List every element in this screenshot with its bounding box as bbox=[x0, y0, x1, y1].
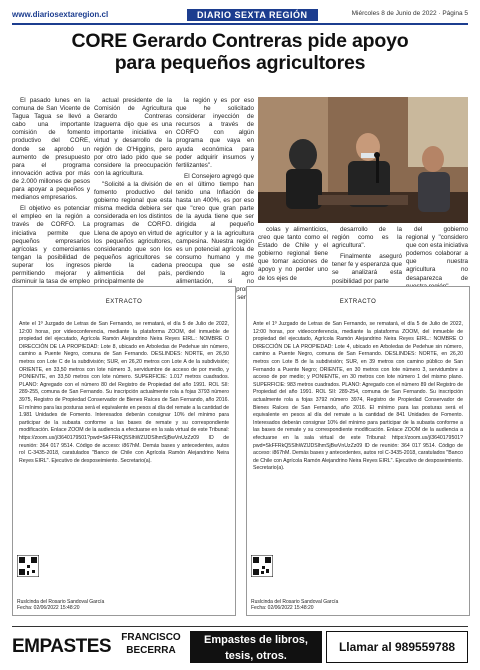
ad-name-line-1: FRANCISCO bbox=[121, 632, 181, 643]
article-photo bbox=[258, 97, 468, 223]
paragraph: la región y es por eso que he solicitado considerar inyección de recursos a través de CORFO con algún programa que vaya en ayuda económica para poder adquirir insumos y fertilizantes". bbox=[176, 97, 254, 169]
article-column-5 bbox=[258, 226, 328, 286]
article-headline bbox=[12, 30, 468, 74]
ad-services bbox=[190, 631, 322, 663]
signature-date: Fecha: 02/06/2022 15:48:20 bbox=[17, 605, 80, 611]
paragraph: actual presidente de la Comisión de Agricultura Gerardo Contreras Izaguerra dijo que es una importante iniciativa en virtud y desarrollo de la región de O'Higgins, pero por otro lado pido que se considere la preocupación con la agricultura. bbox=[94, 97, 172, 177]
headline-line-2: para pequeños agricultores bbox=[114, 52, 366, 74]
legal-notice-right bbox=[246, 286, 470, 616]
paragraph: colas y alimenticios, creo que tanto como el Estado de Chile y el gobierno regional tiene que tomar acciones de apoyo y no perder uno de los ejes de bbox=[258, 226, 328, 282]
qr-code-icon bbox=[251, 555, 273, 577]
notice-title: EXTRACTO bbox=[339, 299, 377, 305]
signer-name: Ruslcinda del Rosario Sandoval García bbox=[251, 599, 339, 605]
newspaper-name: DIARIO SEXTA REGIÓN bbox=[187, 9, 318, 21]
ad-services-line-1: Empastes de libros, bbox=[204, 634, 308, 646]
paragraph: Finalmente aseguró tener fe y esperanza que se analizará esta posibilidad por parte bbox=[332, 253, 402, 285]
notice-title: EXTRACTO bbox=[105, 299, 143, 305]
paragraph: del gobierno regional y "considero que con esta iniciativa podemos colaborar a que nuestra agricultura no desaparezca de bbox=[406, 226, 468, 282]
ad-phone-text: Llamar al 989559788 bbox=[338, 640, 456, 654]
paragraph: El pasado lunes en la comuna de San Vicente de Tagua Tagua se llevó a cabo una importante comisión de fomento productivo del CORE, donde se aprobó un aumento de presupuesto para el programa innovación activa por más de 2.000 millones de pesos para apoyar a pequeños y medianos empresarios. bbox=[12, 97, 90, 202]
ad-services-line-2: tesis, otros. bbox=[225, 650, 287, 662]
ad-advertiser-name bbox=[116, 631, 186, 663]
legal-notice-left bbox=[12, 286, 236, 616]
signer-name: Ruslcinda del Rosario Sandoval García bbox=[17, 599, 105, 605]
site-url[interactable]: www.diariosextaregion.cl bbox=[12, 10, 109, 19]
paragraph: "Solicité a la división de fomento productivo del gobierno regional que esta misma medida debiera ser considerada en los distintos programas de CORFO. Llena de apoyo en virtud de los pequeños agricultores, considerando que son los pequeños agricultores se pierde la cadena alimenticia del país, principalmente de bbox=[94, 180, 172, 286]
article-column-2 bbox=[94, 97, 172, 289]
article-column-1 bbox=[12, 97, 90, 308]
signature-date: Fecha: 02/06/2022 15:48:20 bbox=[251, 605, 314, 611]
ad-empastes bbox=[12, 631, 112, 663]
issue-date: Miércoles 8 de Junio de 2022 · Página 5 bbox=[351, 10, 468, 17]
article-column-6 bbox=[332, 226, 402, 289]
classified-ads-bar bbox=[12, 626, 468, 665]
qr-code-icon bbox=[17, 555, 39, 577]
paragraph: El Consejero agregó que en el último tiempo han tenido una Inflación de hasta un 400%, es por eso que "creo que gran parte de la ayuda tiene que ser dirigida al pequeño agricultor y a la agricultura campesina. Nuestra región es un potencial agrícola de consumo humano y me preocupa que se esté perdiendo la agro alimentación, si no bbox=[176, 172, 254, 286]
notice-signature bbox=[251, 599, 338, 611]
paragraph: desarrollo de la región como es la agricultura". bbox=[332, 226, 402, 250]
notice-body: Ante el 1º Juzgado de Letras de San Fernando, se rematará, el día 5 de Julio de 2022, 12:00 horas, por videoconferencia, mediante la plataforma ZOOM, del inmueble de propiedad del ejecutado, Agrícola Ramón Alejandrino Neira Reyes EIRL.: NOMBRE O DIRECCIÓN DE LA PROPIEDAD: Lote 4, ubicado en Arboledas de Pedehue sin número, camino a Puente Negro, comuna de San Fernando. DESLINDES: NORTE, en 26,20 metros con Lote B de la subdivisión; SUR, en 39 metros con camino público de San Fernando a Puente Negro; ORIENTE, en 30 metros con lote número 3, servidumbre a acceso de por medio; y PONIENTE, en 30 metros con lote número 1 del mismo plano. SUPERFICIE: 983 metros cuadrados. PLANO: Agregado con el número 89 del Registro de Propiedad del año 1991. ROL SII: 289-254, comuna de San Fernando. Su inscripción actualmente rola a fojas 3792 número 3974, Registro de Propiedad Conservador de Bienes Raíces de San Fernando, año 2016. El mínimo para las posturas será el equivalente en pesos al día del remate a la cantidad de 841 Unidades de Fomento. Interesados deberán consignar 10% del mínimo para participar de la subasta conforme a las bases de remate y su correspondiente modificación. Enlace ZOOM de la audiencia a efectuarse en la sala virtual de este Tribunal: https://zoom.us/j/3640179501?pwd=SkFFRkQ5SlhWZlJDSlhmSjBwVnUzZz09 ID de reunión: 364 017 9514. Código de acceso: i867hM. Demás bases y antecedentes, autos rol C-3435-2018, caratulados "Banco de Chile con Agrícola Ramón Alejandrino Neira Reyes EIRL". Ejecutivo de desposeimiento. Secretario(a). bbox=[253, 321, 463, 472]
ad-empastes-text: EMPASTES bbox=[12, 636, 112, 657]
article-column-3 bbox=[176, 97, 254, 313]
headline-line-1: CORE Gerardo Contreras pide apoyo bbox=[71, 30, 409, 52]
page-header bbox=[12, 10, 468, 25]
paragraph: El objetivo es potenciar el empleo en la región a través de CORFO. La iniciativa permite que pequeños empresarios agrícolas y comerciantes tengan la posibilidad de superar los ingresos permitiendo mejorar y disminuir la tasa de empleo bbox=[12, 205, 90, 286]
ad-phone bbox=[326, 631, 468, 663]
notice-body: Ante el 1º Juzgado de Letras de San Fernando, se rematará, el día 5 de Julio de 2022, 12:00 horas, por videoconferencia, mediante la plataforma ZOOM, del inmueble de propiedad del ejecutado, Agrícola Ramón Alejandrino Neira Reyes EIRL.: NOMBRE O DIRECCIÓN DE LA PROPIEDAD: Lote 8, ubicado en Arboledas de Pedehue sin número, camino a Puente Negro, comuna de San Fernando. DESLINDES: NORTE, en 26,50 metros con Lote C de la subdivisión; SUR, en 26,20 metros con Lote A de la subdivisión; ORIENTE, en 33,50 metros con lote número 3, servidumbre de acceso de por medio, y PONIENTE, en 33,50 metros con lote número. SUPERFICIE: 1.017 metros cuadrados. PLANO: Agregado con el número 80 del Registro de Propiedad del año 1991. ROL SII: 289-255, comuna de San Fernando. Su inscripción actualmente rola a fojas 3793 número 3975, Registro de Propiedad Conservador de Bienes Raíces de San Fernando, año 2016. El mínimo para las posturas será el equivalente en pesos al día del remate a la cantidad de 1.981 Unidades de Fomento. Interesados deberán consignar 10% del mínimo para participar de la subasta conforme a las bases de remate y su correspondiente modificación. Enlace ZOOM de la audiencia a efectuarse en la sala virtual de este Tribunal: https://zoom.us/j/3640179501?pwd=SkFFRkQ5SlhWZlJDSlhmSjBwVnUzZz09 ID de reunión: 364 017 9514. Código de acceso: i867hM. Demás bases y antecedentes, autos rol C-3435-2018, caratulados "Banco de Chile con Agrícola Ramón Alejandrino Neira Reyes EIRL". Ejecutivo de desposeimiento. Secretario(a). bbox=[19, 321, 229, 464]
ad-name-line-2: BECERRA bbox=[126, 645, 176, 656]
article-column-7 bbox=[406, 226, 468, 294]
notice-signature bbox=[17, 599, 104, 611]
